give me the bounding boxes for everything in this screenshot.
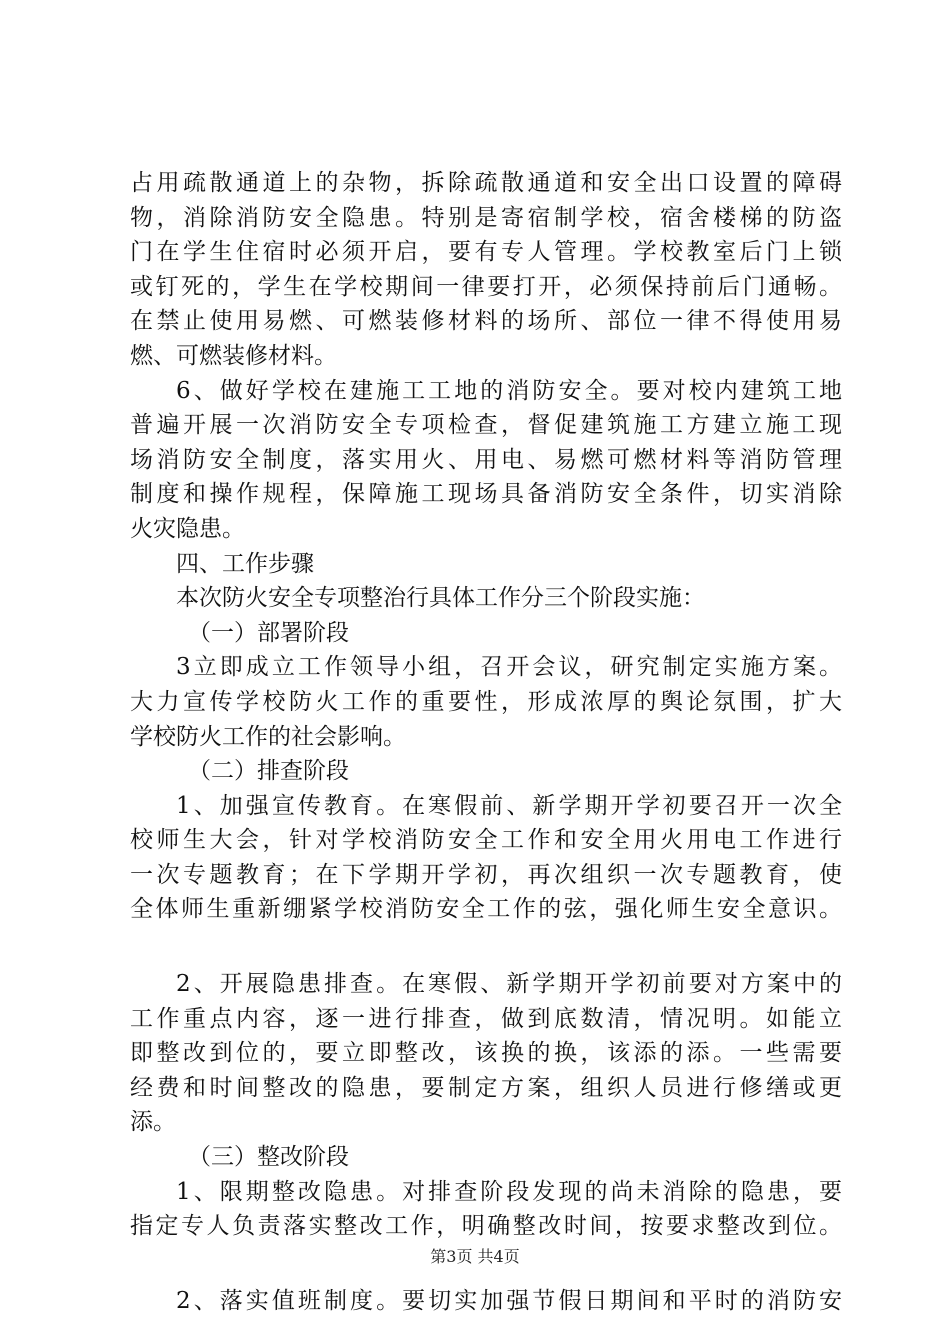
- text-line: 占用疏散通道上的杂物，拆除疏散通道和安全出口设置的障碍: [130, 170, 842, 196]
- text-line: 燃、可燃装修材料。: [130, 342, 337, 369]
- text-line: 添。: [130, 1109, 176, 1136]
- paragraph-start: 1、限期整改隐患。对排查阶段发现的尚未消除的隐患，要: [176, 1178, 842, 1205]
- paragraph-start: 1、加强宣传教育。在寒假前、新学期开学初要召开一次全: [176, 792, 842, 819]
- text-line: 经费和时间整改的隐患，要制定方案，组织人员进行修缮或更: [130, 1074, 842, 1101]
- paragraph-start: 2、开展隐患排查。在寒假、新学期开学初前要对方案中的: [176, 971, 842, 998]
- paragraph-start: 6、做好学校在建施工工地的消防安全。要对校内建筑工地: [176, 377, 842, 404]
- subsection-heading: （三）整改阶段: [188, 1144, 349, 1171]
- text-line: 指定专人负责落实整改工作，明确整改时间，按要求整改到位。: [130, 1213, 842, 1240]
- text-line: 或钉死的，学生在学校期间一律要打开，必须保持前后门通畅。: [130, 273, 842, 300]
- page-footer: 第3页 共4页: [430, 1247, 520, 1266]
- paragraph-start: 2、落实值班制度。要切实加强节假日期间和平时的消防安: [176, 1287, 842, 1314]
- subsection-heading: （一）部署阶段: [188, 619, 349, 646]
- text-line: 即整改到位的，要立即整改，该换的换，该添的添。一些需要: [130, 1040, 842, 1067]
- paragraph-start: 3立即成立工作领导小组，召开会议，研究制定实施方案。: [176, 654, 842, 681]
- text-line: 门在学生住宿时必须开启，要有专人管理。学校教室后门上锁: [130, 239, 842, 266]
- paragraph-start: 本次防火安全专项整治行具体工作分三个阶段实施：: [176, 585, 705, 612]
- text-line: 大力宣传学校防火工作的重要性，形成浓厚的舆论氛围，扩大: [130, 688, 842, 715]
- text-line: 校师生大会，针对学校消防安全工作和安全用火用电工作进行: [130, 827, 842, 854]
- text-line: 学校防火工作的社会影响。: [130, 723, 406, 750]
- text-line: 全体师生重新绷紧学校消防安全工作的弦，强化师生安全意识。: [130, 896, 842, 923]
- text-line: 火灾隐患。: [130, 515, 245, 542]
- blank-line: [130, 927, 842, 967]
- text-line: 一次专题教育；在下学期开学初，再次组织一次专题教育，使: [130, 861, 842, 888]
- text-line: 制度和操作规程，保障施工现场具备消防安全条件，切实消除: [130, 481, 842, 508]
- text-line: 物，消除消防安全隐患。特别是寄宿制学校，宿舍楼梯的防盗: [130, 204, 842, 231]
- section-heading: 四、工作步骤: [176, 550, 314, 577]
- subsection-heading: （二）排查阶段: [188, 758, 349, 785]
- text-line: 场消防安全制度，落实用火、用电、易燃可燃材料等消防管理: [130, 446, 842, 473]
- text-line: 在禁止使用易燃、可燃装修材料的场所、部位一律不得使用易: [130, 308, 842, 335]
- document-body: [130, 166, 842, 1318]
- text-line: 工作重点内容，逐一进行排查，做到底数清，情况明。如能立: [130, 1005, 842, 1032]
- text-line: 普遍开展一次消防安全专项检查，督促建筑施工方建立施工现: [130, 412, 842, 439]
